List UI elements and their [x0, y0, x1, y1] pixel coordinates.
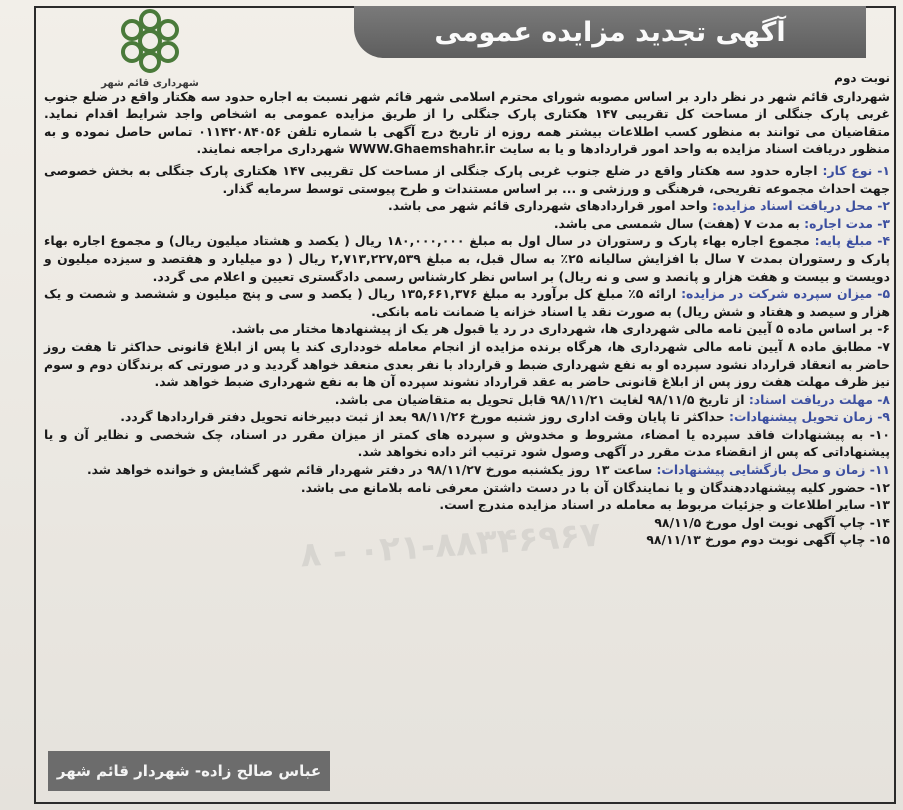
condition-item: [44, 338, 890, 391]
ad-title: آگهی تجدید مزایده عمومی: [434, 16, 786, 48]
ad-body: [44, 70, 890, 549]
condition-item: [44, 285, 890, 320]
condition-item: [44, 426, 890, 461]
condition-text: به مدت ۷ (هفت) سال شمسی می باشد.: [553, 215, 805, 231]
condition-title: ۱۱- زمان و محل بازگشایی پیشنهادات:: [656, 462, 890, 478]
condition-text: ۱۴- چاپ آگهی نوبت اول مورخ ۹۸/۱۱/۵: [654, 514, 890, 530]
condition-text: ۱۵- چاپ آگهی نوبت دوم مورخ ۹۸/۱۱/۱۳: [646, 532, 890, 548]
condition-item: [44, 531, 890, 549]
condition-item: [44, 514, 890, 532]
condition-item: [44, 496, 890, 514]
condition-title: ۴- مبلغ پایه:: [814, 233, 891, 249]
condition-title: ۹- زمان تحویل پیشنهادات:: [729, 409, 890, 425]
condition-title: ۱- نوع کار:: [822, 162, 890, 178]
condition-text: اجاره حدود سه هکتار واقع در ضلع جنوب غربی پارک جنگلی از مساحت کل تقریبی ۱۴۷ هکتاری پارک جنگلی به بخش خصوصی جهت احداث مجموعه تفریحی، فرهنگی و ورزشی و ... بر اساس مستندات و طرح پیوستی توسط سرمایه گذار.: [44, 162, 890, 196]
condition-item: [44, 197, 890, 215]
condition-text: ۶- بر اساس ماده ۵ آیین نامه مالی شهرداری ها، شهرداری در رد یا قبول هر یک از پیشنهادها مختار می باشد.: [231, 321, 890, 337]
logo-label: شهرداری قائم شهر: [101, 78, 199, 89]
emblem-icon: [111, 6, 189, 76]
signature-text: عباس صالح زاده- شهردار قائم شهر: [56, 762, 322, 780]
condition-item: [44, 162, 890, 197]
condition-title: ۲- محل دریافت اسناد مزایده:: [712, 198, 890, 214]
condition-item: [44, 232, 890, 285]
condition-text: مجموع اجاره بهاء پارک و رستوران در سال اول به مبلغ ۱۸۰,۰۰۰,۰۰۰ ریال ( یکصد و هشتاد میلیون ریال) و مجموع اجاره بهاء پارک و رستوران بمدت ۷ سال با افزایش سالیانه ۲۵٪ به سال قبل، به مبلغ ۲,۷۱۳,۲۲۷,۵۳۹ ریال ( دو میلیارد و هفتصد و سیزده میلیون و دویست و بیست و هفت هزار و پانصد و سی و نه ریال) بر اساس نظر کارشناس رسمی دادگستری تعیین و اعلام می گردد.: [44, 233, 890, 284]
condition-item: [44, 408, 890, 426]
condition-text: ارائه ۵٪ مبلغ کل برآورد به مبلغ ۱۳۵,۶۶۱,۳۷۶ ریال ( یکصد و سی و پنج میلیون و ششصد و شصت و یک هزار و سیصد و هفتاد و شش ریال) به صورت نقد یا اسناد خزانه یا ضمانت نامه بانکی.: [44, 286, 890, 319]
notice-round: نوبت دوم: [834, 71, 890, 85]
condition-text: ۱۳- سایر اطلاعات و جزئیات مربوط به معامله در اسناد مزایده مندرج است.: [439, 497, 890, 513]
condition-title: ۵- میزان سپرده شرکت در مزایده:: [681, 286, 891, 302]
watermark-number: ۰۲۱-۸۸۳۴۶۹۶۷ - ۸: [298, 514, 602, 576]
condition-text: ۷- مطابق ماده ۸ آیین نامه مالی شهرداری ها، هرگاه برنده مزایده از انجام معامله خودداری کند یا پس از ابلاغ قانونی حداکثر تا هفت روز حاضر به انعقاد قرارداد نشود سپرده او به نفع شهرداری ضبط و قرارداد با نفر بعدی منعقد خواهد گردید و در صورتی که برندگان دوم و سوم نیز ظرف مهلت هفت روز پس از ابلاغ قانونی حاضر به عقد قرارداد نشوند سپرده آن ها به نفع شهرداری ضبط خواهد شد.: [44, 338, 890, 390]
condition-text: حداکثر تا پایان وقت اداری روز شنبه مورخ ۹۸/۱۱/۲۶ بعد از ثبت دبیرخانه تحویل دفتر قراردادها گردد.: [120, 409, 730, 425]
condition-text: از تاریخ ۹۸/۱۱/۵ لغایت ۹۸/۱۱/۲۱ قابل تحویل به متقاضیان می باشد.: [334, 391, 749, 407]
conditions-list: [44, 162, 890, 549]
condition-item: [44, 391, 890, 409]
condition-item: [44, 320, 890, 338]
condition-text: واحد امور قراردادهای شهرداری قائم شهر می باشد.: [388, 198, 713, 214]
condition-item: [44, 461, 890, 479]
condition-item: [44, 215, 890, 233]
signature-box: [48, 751, 330, 791]
intro-paragraph: شهرداری قائم شهر در نظر دارد بر اساس مصوبه شورای محترم اسلامی شهر قائم شهر نسبت به اجاره حدود سه هکتار واقع در ضلع جنوب غربی پارک جنگلی از مساحت کل تقریبی ۱۴۷ هکتاری پارک جنگلی را از طریق مزایده عمومی به اشخاص واجد شرایط اقدام نماید. متقاضیان می توانند به منظور کسب اطلاعات بیشتر همه روزه از تاریخ درج آگهی با شماره تلفن ۰۱۱۴۲۰۸۴۰۵۶ تماس حاصل نموده و به منظور دریافت اسناد مزایده به واحد امور قراردادها و یا به سایت WWW.Ghaemshahr.ir شهرداری مراجعه نمایند.: [44, 88, 890, 157]
condition-item: [44, 479, 890, 497]
title-banner: [354, 6, 866, 58]
condition-text: ساعت ۱۳ روز یکشنبه مورخ ۹۸/۱۱/۲۷ در دفتر شهردار قائم شهر گشایش و خوانده خواهد شد.: [86, 462, 657, 478]
condition-title: ۸- مهلت دریافت اسناد:: [748, 391, 890, 407]
condition-title: ۳- مدت اجاره:: [804, 215, 890, 231]
condition-text: ۱۰- به پیشنهادات فاقد سپرده یا امضاء، مشروط و مخدوش و سپرده های کمتر از میزان مقرر در اسناد، چک شخصی و نظایر آن و یا پیشنهاداتی که پس از انقضاء مدت مقرر در آگهی وصول شود ترتیب اثر داده نخواهد شد.: [44, 426, 890, 460]
condition-text: ۱۲- حضور کلیه پیشنهاددهندگان و یا نمایندگان آن با در دست داشتن معرفی نامه بلامانع می باشد.: [300, 479, 890, 495]
